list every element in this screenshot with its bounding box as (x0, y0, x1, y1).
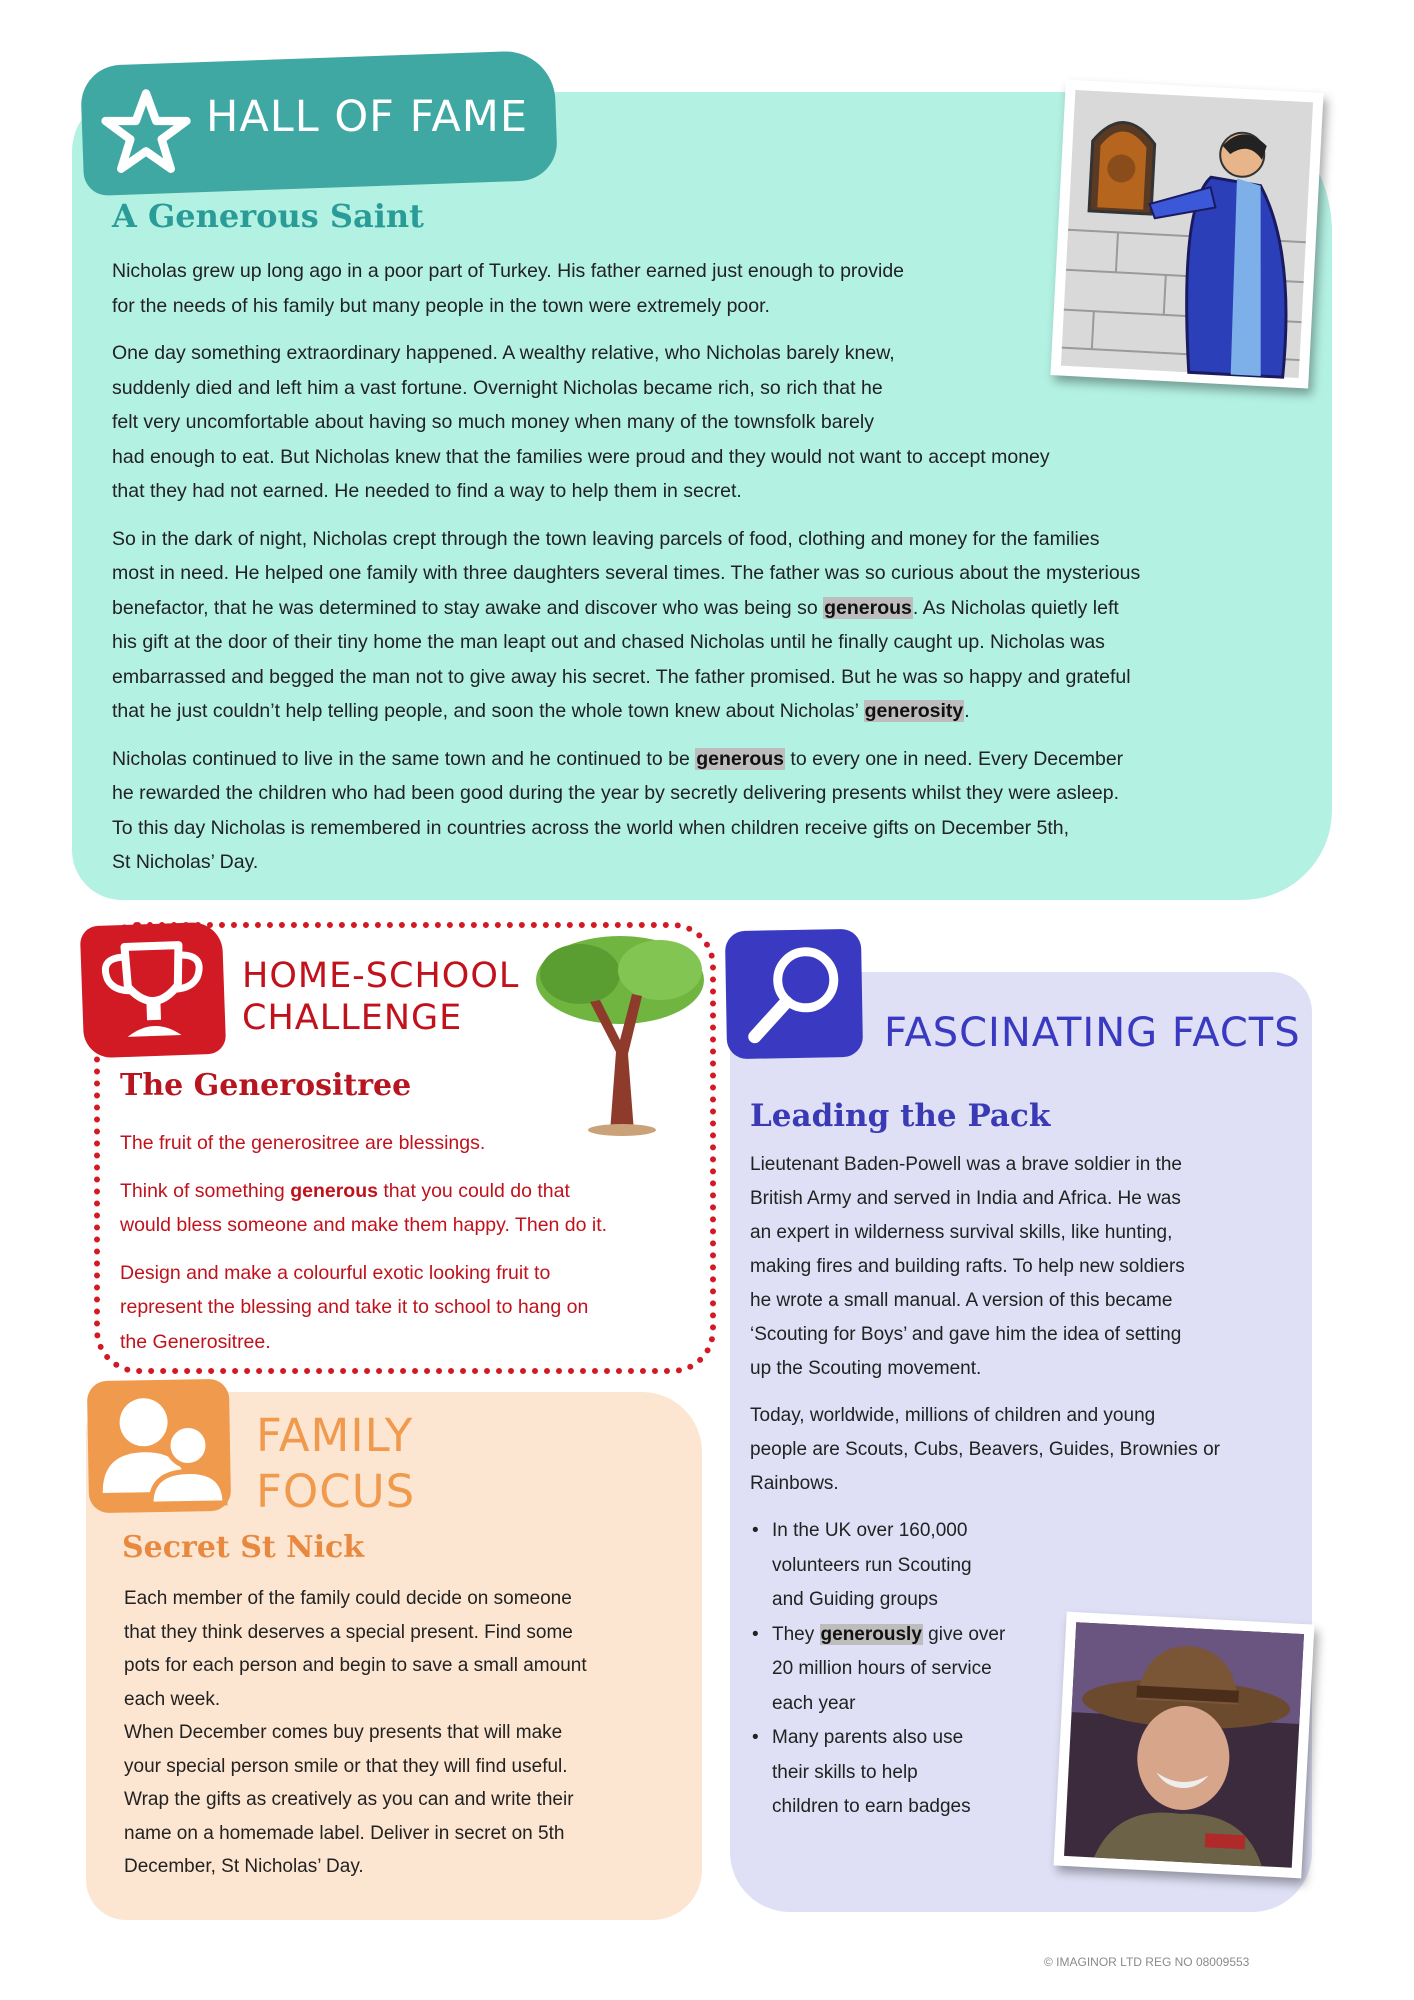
text-line: that you could do that (383, 1179, 570, 1202)
text-line: that he just couldn’t help telling people, and soon the whole town knew about Nicholas’ (112, 700, 859, 722)
text-line: suddenly died and left him a vast fortune. Overnight Nicholas became rich, so rich that he (112, 376, 883, 399)
paragraph (120, 1256, 710, 1360)
highlight-word: generous (824, 596, 912, 619)
text-line: his gift at the door of their tiny home the man leapt out and chased Nicholas until he finally caught up. Nicholas was (112, 631, 1105, 653)
facts-bullet-list (752, 1514, 1052, 1825)
family-title-line: FOCUS (256, 1465, 416, 1518)
fascinating-facts-title: FASCINATING FACTS (884, 1010, 1301, 1056)
text-line: Today, worldwide, millions of children and young (750, 1405, 1156, 1426)
text-line: Each member of the family could decide on someone (124, 1588, 572, 1609)
text-line: benefactor, that he was determined to stay awake and discover who was being so (112, 596, 818, 619)
text-line: To this day Nicholas is remembered in countries across the world when children receive gifts on December 5th, (112, 816, 1070, 839)
saint-nicholas-drawing (1050, 79, 1323, 388)
challenge-title (242, 955, 519, 1039)
magnifier-icon (725, 929, 863, 1059)
text-line: their skills to help (772, 1761, 918, 1783)
text-line: Design and make a colourful exotic looking fruit to (120, 1261, 551, 1284)
text-line: The fruit of the generositree are blessings. (120, 1132, 486, 1154)
text-line: an expert in wilderness survival skills, like hunting, (750, 1222, 1173, 1243)
star-icon (98, 86, 194, 178)
challenge-subtitle: The Generositree (120, 1068, 412, 1103)
paragraph (112, 522, 1322, 729)
highlight-word: generous (696, 747, 784, 770)
paragraph (750, 1399, 1302, 1501)
list-item (752, 1618, 1052, 1722)
paragraph (750, 1148, 1302, 1386)
copyright-notice: © IMAGINOR LTD REG NO 08009553 (1044, 1955, 1250, 1969)
text-line: embarrassed and begged the man not to give away his secret. The father promised. But he was so happy and grateful (112, 665, 1131, 688)
trophy-icon (80, 922, 227, 1059)
highlight-word: generously (820, 1623, 922, 1645)
paragraph (112, 742, 1322, 880)
text-line: Rainbows. (750, 1473, 839, 1494)
family-title-line: FAMILY (256, 1409, 414, 1462)
text-line: each week. (124, 1688, 221, 1710)
text-line: give over (922, 1623, 1006, 1645)
text-line: for the needs of his family but many people in the town were extremely poor. (112, 294, 770, 317)
challenge-title-line: CHALLENGE (242, 998, 463, 1038)
paragraph (120, 1126, 710, 1161)
text-line: They (772, 1623, 815, 1645)
text-line: . As Nicholas quietly left (912, 596, 1119, 619)
text-line: he rewarded the children who had been good during the year by secretly delivering presents whilst they were asleep. (112, 782, 1120, 804)
list-item (752, 1721, 1052, 1825)
text-line: and Guiding groups (772, 1589, 938, 1610)
tree-illustration (520, 922, 708, 1136)
text-line: would bless someone and make them happy. Then do it. (120, 1214, 608, 1236)
text-line: So in the dark of night, Nicholas crept through the town leaving parcels of food, clothing and money for the families (112, 527, 1100, 550)
text-line: Think of something (120, 1179, 285, 1202)
text-line: When December comes buy presents that will make (124, 1722, 563, 1743)
highlight-word: generosity (864, 700, 964, 722)
text-line: up the Scouting movement. (750, 1358, 982, 1379)
text-line: . (964, 700, 970, 722)
text-line: had enough to eat. But Nicholas knew that the families were proud and they would not want to accept money (112, 445, 1050, 468)
text-line: ‘Scouting for Boys’ and gave him the idea of setting (750, 1324, 1182, 1345)
text-line: 20 million hours of service (772, 1658, 992, 1679)
challenge-title-line: HOME-SCHOOL (242, 956, 520, 996)
text-line: your special person smile or that they will find useful. (124, 1755, 568, 1777)
text-line: children to earn badges (772, 1796, 971, 1817)
text-line: most in need. He helped one family with three daughters several times. The father was so curious about the mysterious (112, 562, 1141, 584)
text-line: that they think deserves a special present. Find some (124, 1621, 573, 1643)
text-line: pots for each person and begin to save a small amount (124, 1655, 587, 1676)
paragraph (120, 1174, 710, 1243)
saint-nicholas-illustration (1050, 79, 1323, 388)
fascinating-facts-subtitle: Leading the Pack (750, 1098, 1051, 1134)
text-line: Lieutenant Baden-Powell was a brave soldier in the (750, 1154, 1182, 1175)
text-line: Wrap the gifts as creatively as you can and write their (124, 1789, 574, 1810)
text-line: that they had not earned. He needed to find a way to help them in secret. (112, 480, 742, 502)
text-line: St Nicholas’ Day. (112, 851, 259, 873)
text-line: people are Scouts, Cubs, Beavers, Guides, Brownies or (750, 1439, 1220, 1460)
family-focus-title (256, 1408, 415, 1520)
family-icon-box (87, 1379, 231, 1513)
family-focus-text (124, 1582, 694, 1884)
challenge-text (120, 1126, 710, 1372)
family-icon (87, 1379, 231, 1513)
text-line: making fires and building rafts. To help new soldiers (750, 1256, 1185, 1277)
text-line: One day something extraordinary happened. A wealthy relative, who Nicholas barely knew, (112, 342, 895, 364)
text-line: In the UK over 160,000 volunteers run Scouting (772, 1520, 972, 1576)
text-line: December, St Nicholas’ Day. (124, 1856, 364, 1877)
family-focus-subtitle: Secret St Nick (122, 1530, 365, 1565)
text-line: name on a homemade label. Deliver in secret on 5th (124, 1822, 565, 1844)
text-line: Many parents also use (772, 1727, 964, 1748)
hall-of-fame-subtitle: A Generous Saint (112, 197, 424, 235)
text-line: he wrote a small manual. A version of this became (750, 1290, 1173, 1311)
text-line: to every one in need. Every December (785, 747, 1124, 770)
fascinating-facts-text (750, 1148, 1302, 1514)
text-line: felt very uncomfortable about having so much money when many of the townsfolk barely (112, 411, 874, 433)
highlight-word: generous (290, 1179, 378, 1202)
text-line: represent the blessing and take it to school to hang on (120, 1296, 589, 1318)
text-line: British Army and served in India and Africa. He was (750, 1188, 1181, 1209)
baden-powell-portrait (1054, 1612, 1315, 1879)
challenge-icon-box (80, 922, 227, 1059)
text-line: Nicholas grew up long ago in a poor part of Turkey. His father earned just enough to provide (112, 260, 905, 282)
text-line: Nicholas continued to live in the same town and he continued to be (112, 747, 690, 770)
hall-of-fame-title: HALL OF FAME (206, 92, 529, 142)
list-item (752, 1514, 1052, 1618)
baden-powell-drawing (1054, 1612, 1315, 1879)
text-line: the Generositree. (120, 1330, 271, 1353)
facts-icon-box (725, 929, 863, 1059)
text-line: each year (772, 1692, 856, 1714)
